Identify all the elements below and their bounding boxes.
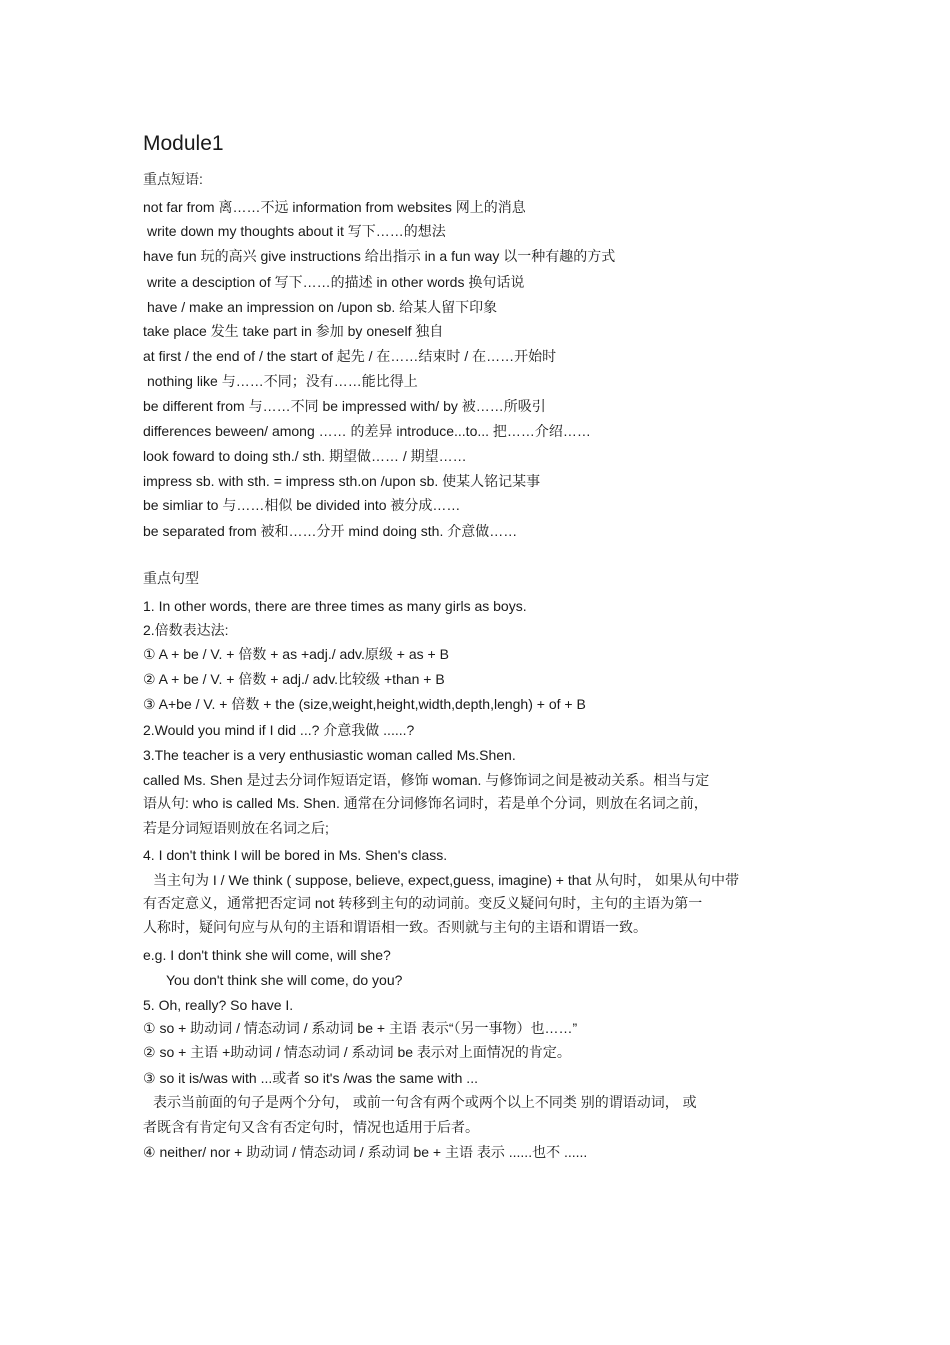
sentence-line: e.g. I don't think she will come, will she? — [143, 947, 391, 963]
phrase-line: impress sb. with sth. = impress sth.on /upon sb. 使某人铭记某事 — [143, 473, 541, 489]
phrase-line: write a desciption of 写下……的描述 in other words 换句话说 — [147, 274, 525, 290]
phrase-line: be simliar to 与……相似 be divided into 被分成…… — [143, 497, 461, 513]
sentence-line: 5. Oh, really? So have I. — [143, 997, 294, 1013]
sentence-line: 者既含有肯定句又含有否定句时，情况也适用于后者。 — [143, 1119, 479, 1135]
phrase-line: look foward to doing sth./ sth. 期望做…… / 期望…… — [143, 448, 467, 464]
sentence-line: 若是分词短语则放在名词之后; — [143, 820, 329, 836]
phrase-line: take place 发生 take part in 参加 by oneself 独自 — [143, 323, 444, 339]
phrases-heading: 重点短语: — [143, 171, 203, 187]
sentence-line: ① A + be / V. + 倍数 + as +adj./ adv.原级 + as + B — [143, 646, 449, 662]
phrase-line: write down my thoughts about it 写下……的想法 — [147, 223, 446, 239]
sentence-line: 有否定意义，通常把否定词 not 转移到主句的动词前。变反义疑问句时，主句的主语为第一 — [143, 895, 703, 911]
sentence-line: ③ so it is/was with ...或者 so it's /was the same with ... — [143, 1070, 478, 1086]
sentence-line: 2.倍数表达法: — [143, 622, 229, 638]
sentence-line: ② A + be / V. + 倍数 + adj./ adv.比较级 +than + B — [143, 671, 445, 687]
sentence-line: You don't think she will come, do you? — [166, 972, 403, 988]
phrase-line: have fun 玩的高兴 give instructions 给出指示 in a fun way 以一种有趣的方式 — [143, 248, 616, 264]
phrase-line: at first / the end of / the start of 起先 / 在……结束时 / 在……开始时 — [143, 348, 557, 364]
phrase-line: be different from 与……不同 be impressed with/ by 被……所吸引 — [143, 398, 546, 414]
sentence-line: ② so + 主语 +助动词 / 情态动词 / 系动词 be 表示对上面情况的肯定。 — [143, 1044, 571, 1060]
sentence-line: 2.Would you mind if I did ...? 介意我做 ......? — [143, 722, 415, 738]
sentences-heading: 重点句型 — [143, 570, 199, 586]
phrase-line: be separated from 被和……分开 mind doing sth. 介意做…… — [143, 523, 518, 539]
phrase-line: not far from 离……不远 information from websites 网上的消息 — [143, 199, 526, 215]
sentence-line: 4. I don't think I will be bored in Ms. Shen's class. — [143, 847, 448, 863]
sentence-line: 当主句为 I / We think ( suppose, believe, expect,guess, imagine) + that 从句时， 如果从句中带 — [153, 872, 740, 888]
sentence-line: ④ neither/ nor + 助动词 / 情态动词 / 系动词 be + 主语 表示 ......也不 ...... — [143, 1144, 588, 1160]
phrase-line: have / make an impression on /upon sb. 给某人留下印象 — [147, 299, 498, 315]
sentence-line: 语从句: who is called Ms. Shen. 通常在分词修饰名词时，若是单个分词，则放在名词之前， — [143, 795, 708, 811]
sentence-line: 1. In other words, there are three times as many girls as boys. — [143, 598, 527, 614]
sentence-line: 表示当前面的句子是两个分句， 或前一句含有两个或两个以上不同类 别的谓语动词， 或 — [153, 1094, 697, 1110]
sentence-line: 人称时，疑问句应与从句的主语和谓语相一致。否则就与主句的主语和谓语一致。 — [143, 919, 647, 935]
sentence-line: ① so + 助动词 / 情态动词 / 系动词 be + 主语 表示“（另一事物）也……” — [143, 1020, 578, 1036]
module-title: Module1 — [143, 132, 224, 155]
sentence-line: ③ A+be / V. + 倍数 + the (size,weight,height,width,depth,lengh) + of + B — [143, 696, 586, 712]
phrase-line: nothing like 与……不同；没有……能比得上 — [147, 373, 418, 389]
sentence-line: 3.The teacher is a very enthusiastic woman called Ms.Shen. — [143, 747, 516, 763]
sentence-line: called Ms. Shen 是过去分词作短语定语，修饰 woman. 与修饰词之间是被动关系。相当与定 — [143, 772, 710, 788]
phrase-line: differences beween/ among …… 的差异 introduce...to... 把……介绍…… — [143, 423, 591, 439]
